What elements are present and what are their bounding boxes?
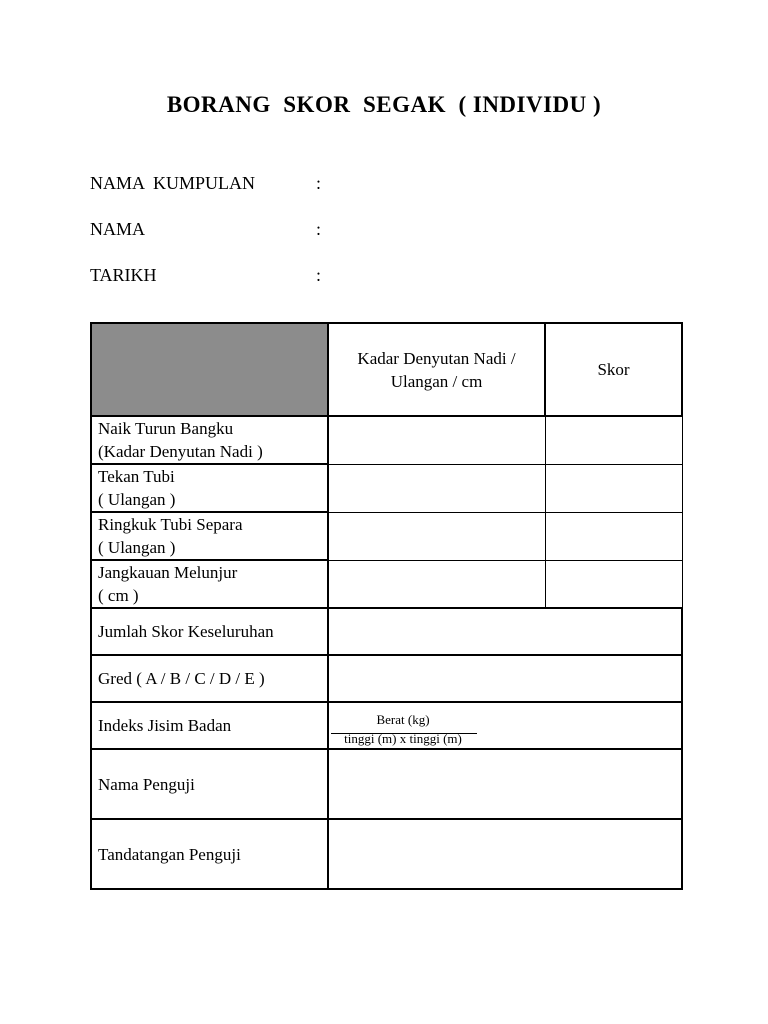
bmi-formula-numerator: Berat (kg): [376, 712, 430, 727]
test-name: Jangkauan Melunjur: [98, 563, 238, 582]
input-cell-skor[interactable]: [545, 416, 682, 464]
header-kadar-line1: Kadar Denyutan Nadi /: [357, 348, 516, 368]
table-row-jumlah: [91, 608, 682, 655]
test-label-ringkuk-tubi-separa: [91, 512, 328, 560]
field-label-tarikh: TARIKH: [90, 265, 157, 285]
test-name: Naik Turun Bangku: [98, 419, 234, 438]
table-row-penguji: [91, 749, 682, 819]
bmi-label: Indeks Jisim Badan: [91, 702, 328, 749]
field-colon: :: [316, 265, 322, 285]
form-title: BORANG SKOR SEGAK ( INDIVIDU ): [166, 92, 602, 117]
nama-penguji-input[interactable]: [328, 749, 682, 819]
gred-label: Gred ( A / B / C / D / E ): [91, 655, 328, 702]
test-unit: ( cm ): [98, 586, 139, 605]
input-cell-skor[interactable]: [545, 560, 682, 608]
test-unit: ( Ulangan ): [98, 490, 176, 509]
bmi-formula-denominator: tinggi (m) x tinggi (m): [344, 731, 462, 746]
table-header-row: [91, 323, 682, 416]
table-row: [91, 416, 682, 464]
tandatangan-penguji-input[interactable]: [328, 819, 682, 889]
input-cell-value[interactable]: [328, 512, 545, 560]
test-label-jangkauan-melunjur: [91, 560, 328, 608]
test-name: Tekan Tubi: [98, 467, 175, 486]
test-label-tekan-tubi: [91, 464, 328, 512]
bmi-input[interactable]: [328, 702, 682, 749]
field-colon: :: [316, 219, 322, 239]
test-unit: ( Ulangan ): [98, 538, 176, 557]
table-row: [91, 560, 682, 608]
field-colon: :: [316, 173, 322, 193]
jumlah-skor-label: Jumlah Skor Keseluruhan: [91, 608, 328, 655]
score-table: [90, 322, 683, 890]
table-row: [91, 512, 682, 560]
test-label-naik-turun-bangku: [91, 416, 328, 464]
tandatangan-penguji-label: Tandatangan Penguji: [91, 819, 328, 889]
nama-penguji-label: Nama Penguji: [91, 749, 328, 819]
header-blank-cell: [91, 323, 328, 416]
header-skor-cell: Skor: [545, 323, 682, 416]
gred-input[interactable]: [328, 655, 682, 702]
table-row-tandatangan: [91, 819, 682, 889]
test-unit: (Kadar Denyutan Nadi ): [98, 442, 263, 461]
input-cell-value[interactable]: [328, 416, 545, 464]
header-kadar-cell: [328, 323, 545, 416]
field-label-nama: NAMA: [90, 219, 146, 239]
input-cell-value[interactable]: [328, 560, 545, 608]
table-row-gred: [91, 655, 682, 702]
input-cell-value[interactable]: [328, 464, 545, 512]
test-name: Ringkuk Tubi Separa: [98, 515, 243, 534]
table-row: [91, 464, 682, 512]
input-cell-skor[interactable]: [545, 512, 682, 560]
table-row-bmi: [91, 702, 682, 749]
header-kadar-line2: Ulangan / cm: [390, 371, 483, 391]
field-label-nama-kumpulan: NAMA KUMPULAN: [90, 173, 256, 193]
jumlah-skor-input[interactable]: [328, 608, 682, 655]
input-cell-skor[interactable]: [545, 464, 682, 512]
